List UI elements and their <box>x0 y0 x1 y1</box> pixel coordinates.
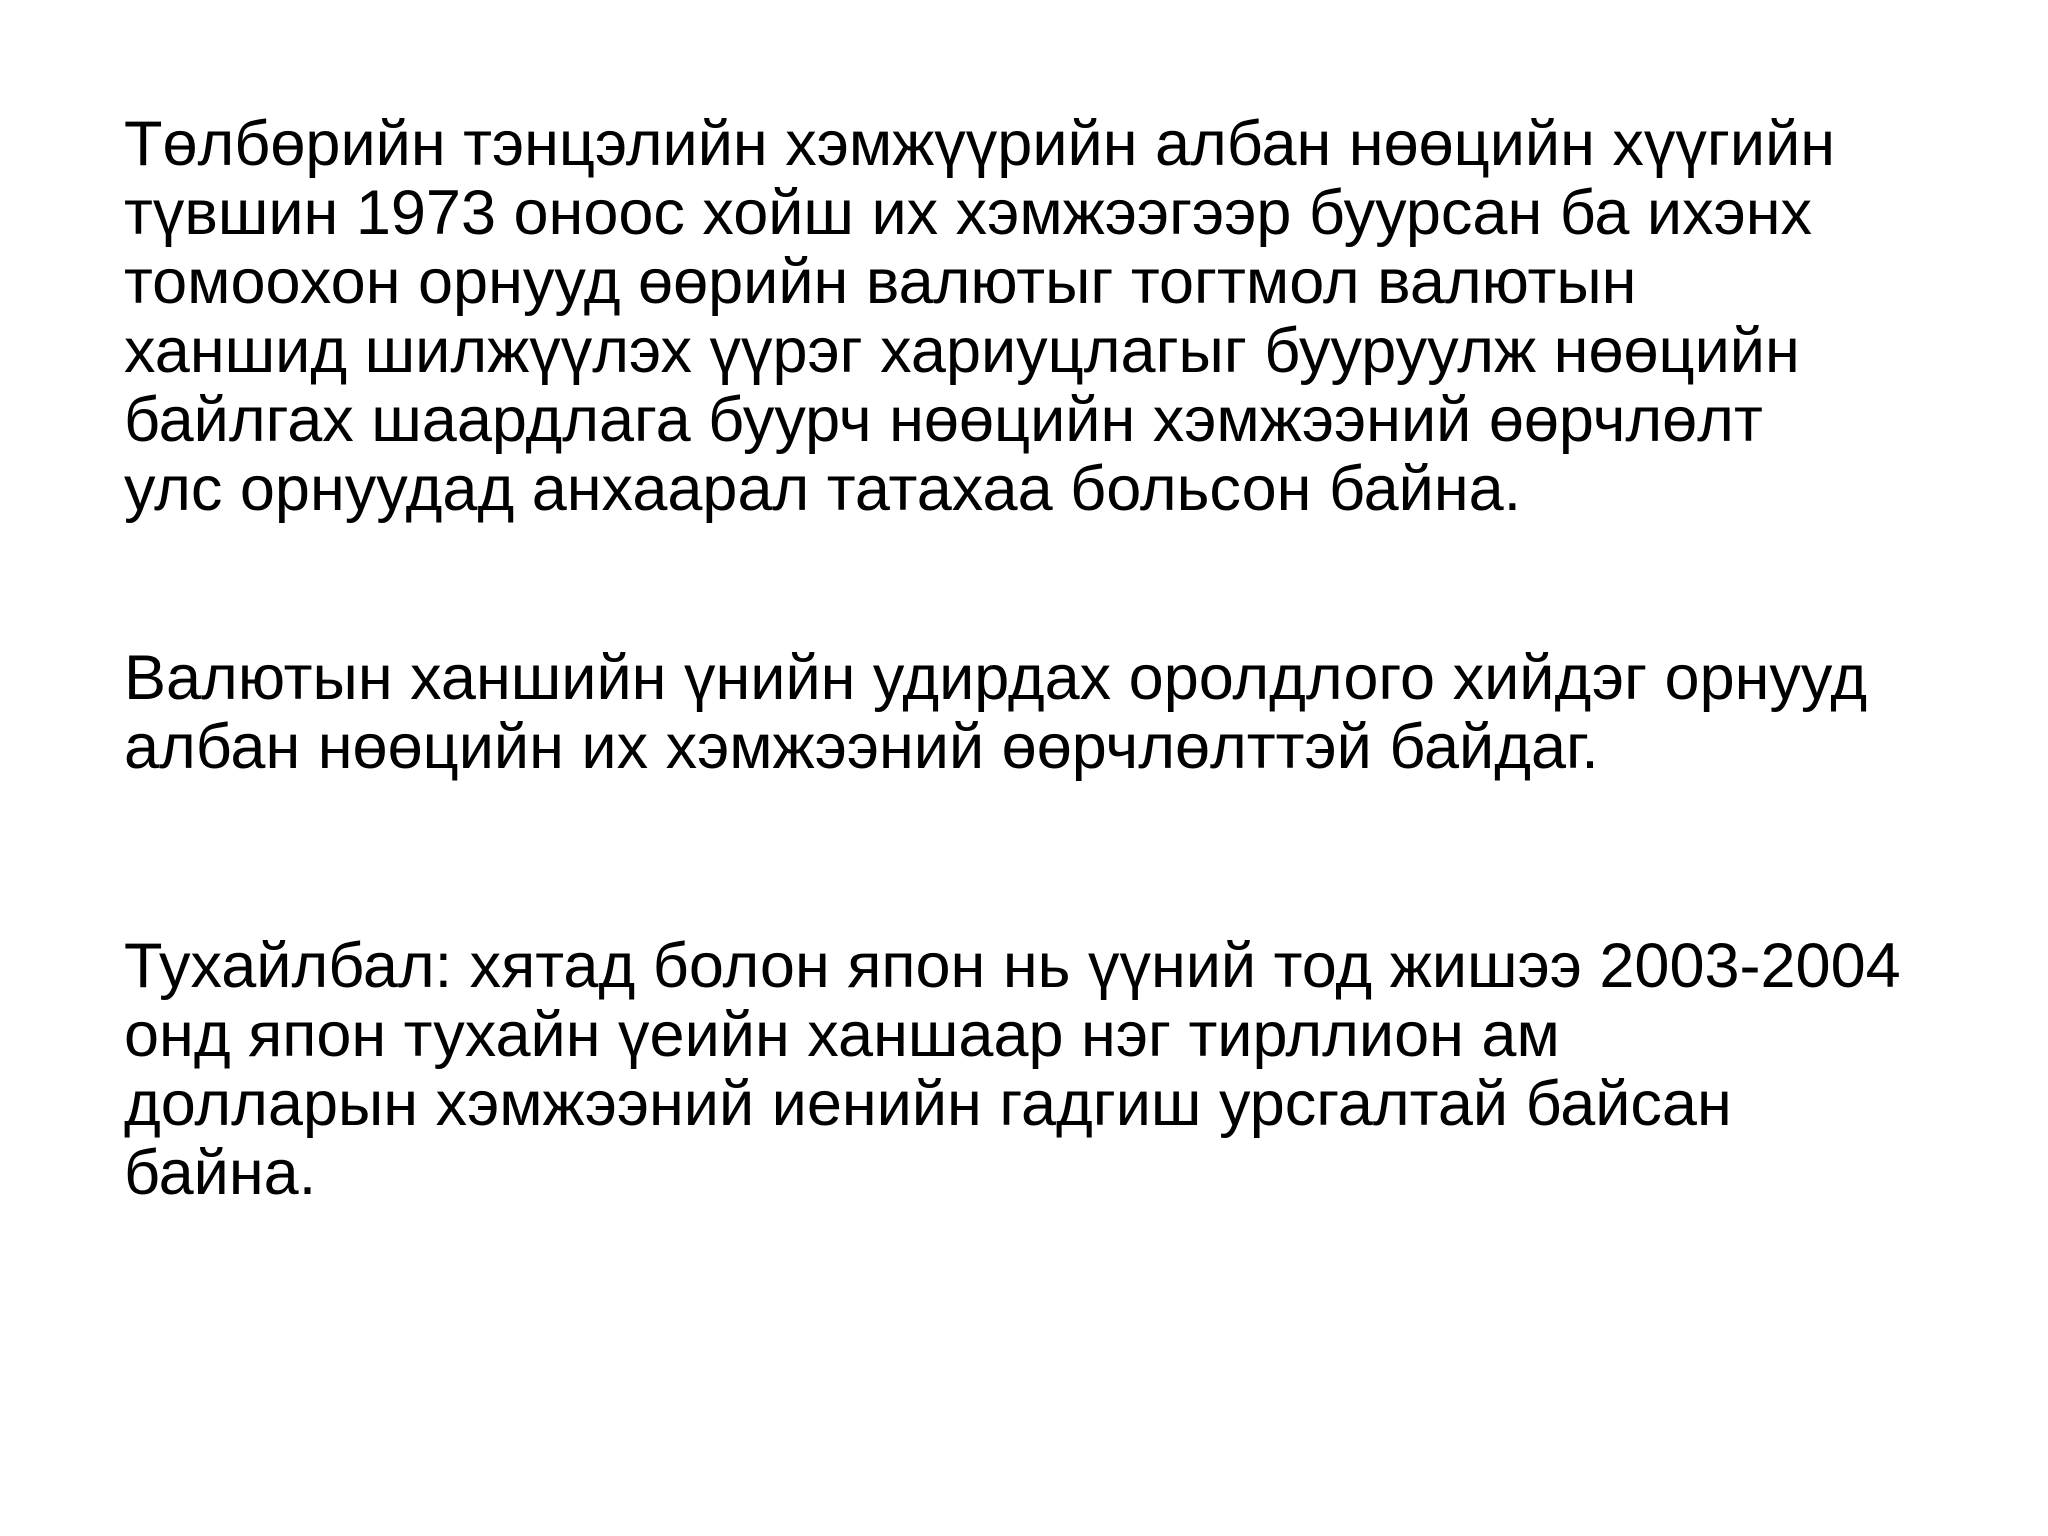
text-line: албан нөөцийн их хэмжээний өөрчлөлттэй байдаг. <box>124 712 1599 782</box>
text-line: улс орнуудад анхаарал татахаа больсон байна. <box>124 454 1522 524</box>
text-line: онд япон тухайн үеийн ханшаар нэг тирллион ам <box>124 1000 1560 1070</box>
text-line: түвшин 1973 оноос хойш их хэмжээгээр буурсан ба ихэнх <box>124 178 1813 248</box>
paragraph-exchange-rate-management <box>124 644 2048 782</box>
paragraph-reserve-levels <box>124 110 2048 524</box>
text-line: Төлбөрийн тэнцэлийн хэмжүүрийн албан нөөцийн хүүгийн <box>124 109 1836 179</box>
text-line: байна. <box>124 1138 317 1208</box>
text-line: долларын хэмжээний иенийн гадгиш урсгалтай байсан <box>124 1069 1732 1139</box>
text-line: Тухайлбал: хятад болон япон нь үүний тод жишээ 2003-2004 <box>124 931 1901 1001</box>
paragraph-example-china-japan <box>124 932 2048 1208</box>
text-line: байлгах шаардлага буурч нөөцийн хэмжээний өөрчлөлт <box>124 385 1763 455</box>
text-line: томоохон орнууд өөрийн валютыг тогтмол валютын <box>124 247 1637 317</box>
text-line: ханшид шилжүүлэх үүрэг хариуцлагыг бууруулж нөөцийн <box>124 316 1800 386</box>
text-line: Валютын ханшийн үнийн удирдах оролдлого хийдэг орнууд <box>124 643 1868 713</box>
